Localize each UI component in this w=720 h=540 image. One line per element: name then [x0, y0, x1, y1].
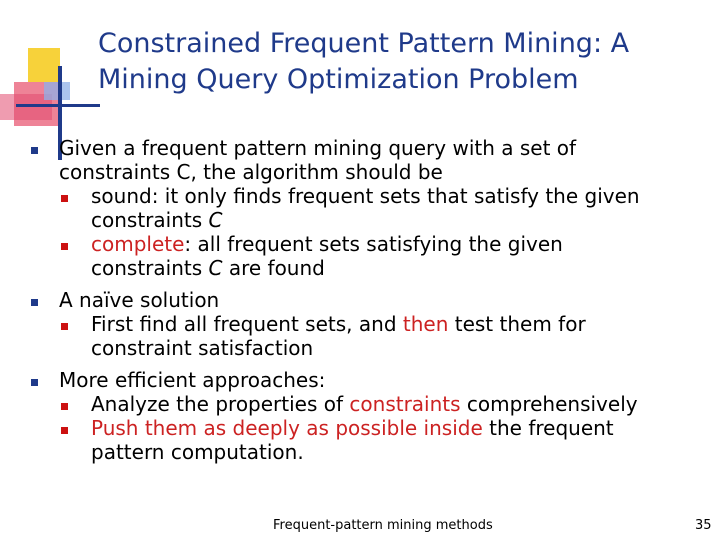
sub-bullet-text-line: sound: it only finds frequent sets that satisfy the given [91, 184, 640, 208]
square-bullet-icon [31, 299, 38, 306]
sub-bullet-complete [30, 232, 710, 280]
square-bullet-icon [31, 379, 38, 386]
sub-bullet-analyze [30, 392, 710, 416]
square-bullet-icon [61, 243, 68, 250]
text-run: are found [222, 256, 325, 280]
text-run: the frequent [482, 416, 614, 440]
sub-bullet-text-line: pattern computation. [91, 440, 304, 464]
bullet-given-query [30, 136, 710, 184]
text-run: : all frequent sets satisfying the given [184, 232, 563, 256]
text-run: comprehensively [460, 392, 638, 416]
sub-bullet-text-line [91, 232, 710, 256]
title-line-2: Mining Query Optimization Problem [98, 64, 579, 95]
text-run: Analyze the properties of [91, 392, 350, 416]
sub-bullet-sound [30, 184, 710, 232]
page-number: 35 [695, 518, 712, 533]
slide-footer: Frequent-pattern mining methods [273, 518, 493, 533]
sub-bullet-push [30, 416, 710, 464]
bullet-naive-solution [30, 288, 710, 312]
highlight-text-run: complete [91, 232, 185, 256]
text-run: constraints [91, 256, 209, 280]
bullet-text-line: Given a frequent pattern mining query with a set of [59, 136, 577, 160]
bullet-text-line: A naïve solution [59, 288, 220, 312]
sub-bullet-text-line [91, 416, 710, 440]
slide-body [30, 136, 710, 464]
highlight-text-run: constraints [349, 392, 461, 416]
square-bullet-icon [61, 323, 68, 330]
bullet-text-line: constraints C, the algorithm should be [59, 160, 443, 184]
sub-bullet-text-line [91, 312, 710, 336]
square-bullet-icon [61, 427, 68, 434]
sub-bullet-text-line: constraint satisfaction [91, 336, 314, 360]
sub-bullet-first-find [30, 312, 710, 360]
text-run: First find all frequent sets, and [91, 312, 403, 336]
square-bullet-icon [31, 147, 38, 154]
square-bullet-icon [61, 403, 68, 410]
sub-bullet-text-line [91, 392, 710, 416]
italic-text-run: C [208, 256, 223, 280]
slide-title [98, 26, 698, 98]
italic-text-run: C [208, 208, 223, 232]
highlight-text-run: then [402, 312, 449, 336]
highlight-text-run: Push them as deeply as possible inside [91, 416, 483, 440]
square-bullet-icon [61, 195, 68, 202]
bullet-efficient-approaches [30, 368, 710, 392]
title-line-1: Constrained Frequent Pattern Mining: A [98, 28, 630, 59]
text-run: constraints [91, 208, 209, 232]
text-run: test them for [448, 312, 586, 336]
bullet-text-line: More efficient approaches: [59, 368, 326, 392]
sub-bullet-text-line [91, 256, 710, 280]
sub-bullet-text-line [91, 208, 710, 232]
